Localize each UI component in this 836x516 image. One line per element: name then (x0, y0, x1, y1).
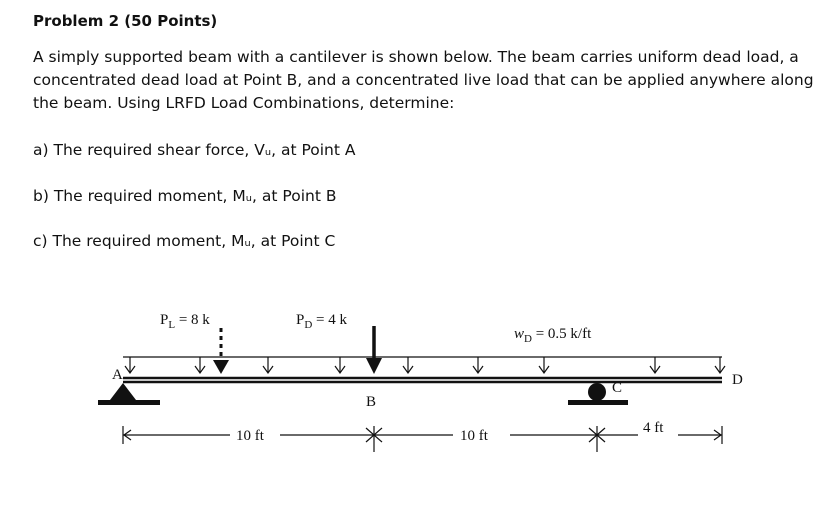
dimension-bc: 10 ft (460, 428, 488, 444)
pin-support-a (98, 383, 160, 405)
dimension-cd: 4 ft (643, 420, 664, 436)
dimension-ab: 10 ft (236, 428, 264, 444)
label-point-a: A (112, 367, 123, 383)
uniform-load-label: $w_D = 0.5$ k/ft (514, 326, 592, 345)
question-a: a) The required shear force, Vᵤ, at Point A (33, 141, 356, 159)
live-load-label: $P_L = 8$ k (160, 312, 210, 331)
label-point-d: D (732, 372, 743, 388)
problem-statement: A simply supported beam with a cantilever is shown below. The beam carries uniform dead load, a concentrated dead load at Point B, and a concentrated live load that can be applied anywhere along the beam. Using LRFD Load Combinations, determine: (33, 48, 814, 112)
question-c: c) The required moment, Mᵤ, at Point C (33, 232, 336, 250)
problem-title: Problem 2 (50 Points) (33, 12, 218, 30)
dead-load-arrow (366, 326, 382, 374)
dead-load-label: $P_D = 4$ k (296, 312, 348, 331)
label-point-b: B (366, 394, 377, 410)
dimension-lines (123, 426, 722, 452)
uniform-load (123, 357, 725, 373)
label-point-c: C (612, 380, 623, 396)
live-load-arrow (213, 328, 229, 374)
question-b: b) The required moment, Mᵤ, at Point B (33, 187, 337, 205)
beam (123, 378, 722, 382)
